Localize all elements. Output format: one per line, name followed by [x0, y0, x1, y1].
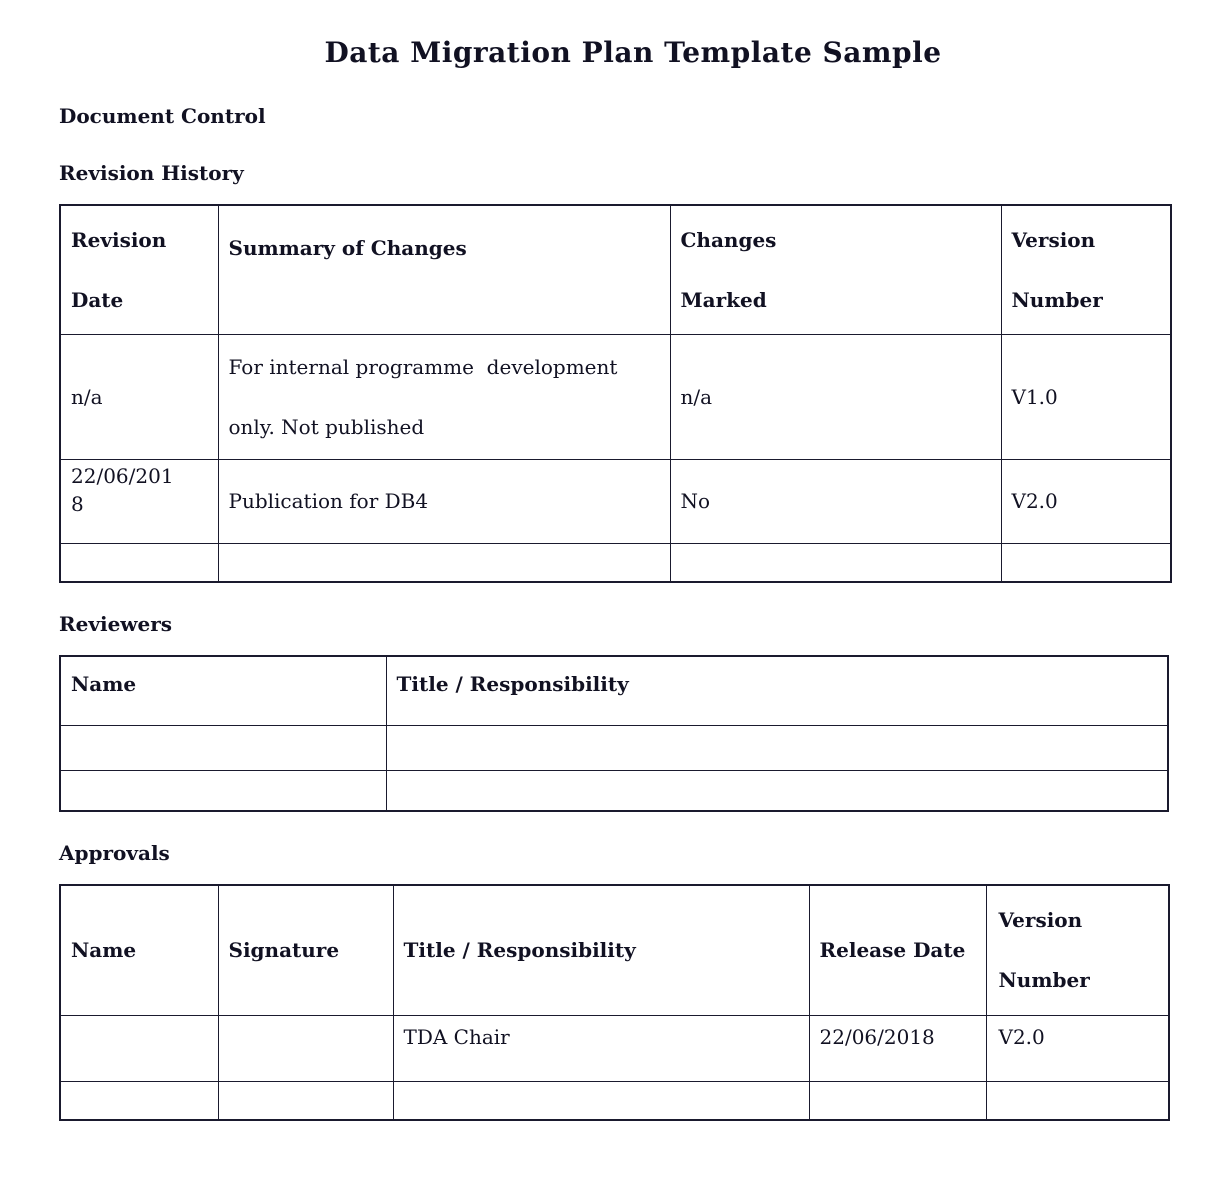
table-header-row [60, 205, 1171, 334]
approver-title-cell [393, 1081, 809, 1120]
table-row [60, 725, 1168, 770]
release-date-cell [809, 1081, 986, 1120]
revision-history-table [59, 204, 1172, 583]
approvals-heading: Approvals [59, 841, 170, 865]
table-row [60, 1081, 1169, 1120]
summary-cell: For internal programme development only. Not published [218, 334, 670, 459]
header-title-responsibility: Title / Responsibility [393, 885, 809, 1015]
table-row [60, 1015, 1169, 1081]
table-row [60, 770, 1168, 811]
version-number-cell [986, 1081, 1169, 1120]
reviewer-title-cell [386, 725, 1168, 770]
reviewer-name-cell [60, 725, 386, 770]
changes-marked-cell [670, 543, 1001, 582]
version-number-cell: V2.0 [1001, 459, 1171, 543]
table-header-row [60, 885, 1169, 1015]
revision-date-cell [60, 543, 218, 582]
revision-history-heading: Revision History [59, 161, 244, 185]
document-title: Data Migration Plan Template Sample [324, 36, 942, 69]
header-name: Name [60, 656, 386, 725]
summary-cell: Publication for DB4 [218, 459, 670, 543]
reviewers-heading: Reviewers [59, 612, 173, 636]
approver-title-cell: TDA Chair [393, 1015, 809, 1081]
header-version-number: Version Number [1001, 205, 1171, 334]
reviewer-name-cell [60, 770, 386, 811]
table-row [60, 543, 1171, 582]
document-control-heading: Document Control [59, 104, 266, 128]
release-date-cell: 22/06/2018 [809, 1015, 986, 1081]
header-revision-date: Revision Date [60, 205, 218, 334]
changes-marked-cell: No [670, 459, 1001, 543]
reviewers-table [59, 655, 1169, 812]
version-number-cell: V1.0 [1001, 334, 1171, 459]
table-header-row [60, 656, 1168, 725]
changes-marked-cell: n/a [670, 334, 1001, 459]
approver-signature-cell [218, 1015, 393, 1081]
table-row [60, 459, 1171, 543]
approver-name-cell [60, 1015, 218, 1081]
header-version-number: Version Number [986, 885, 1169, 1015]
table-row [60, 334, 1171, 459]
header-summary-of-changes: Summary of Changes [218, 205, 670, 334]
version-number-cell [1001, 543, 1171, 582]
header-signature: Signature [218, 885, 393, 1015]
approver-name-cell [60, 1081, 218, 1120]
reviewer-title-cell [386, 770, 1168, 811]
approver-signature-cell [218, 1081, 393, 1120]
revision-date-cell: 22/06/201 8 [60, 459, 218, 543]
revision-date-cell: n/a [60, 334, 218, 459]
header-name: Name [60, 885, 218, 1015]
version-number-cell: V2.0 [986, 1015, 1169, 1081]
header-changes-marked: Changes Marked [670, 205, 1001, 334]
summary-cell [218, 543, 670, 582]
header-title-responsibility: Title / Responsibility [386, 656, 1168, 725]
approvals-table [59, 884, 1170, 1121]
header-release-date: Release Date [809, 885, 986, 1015]
